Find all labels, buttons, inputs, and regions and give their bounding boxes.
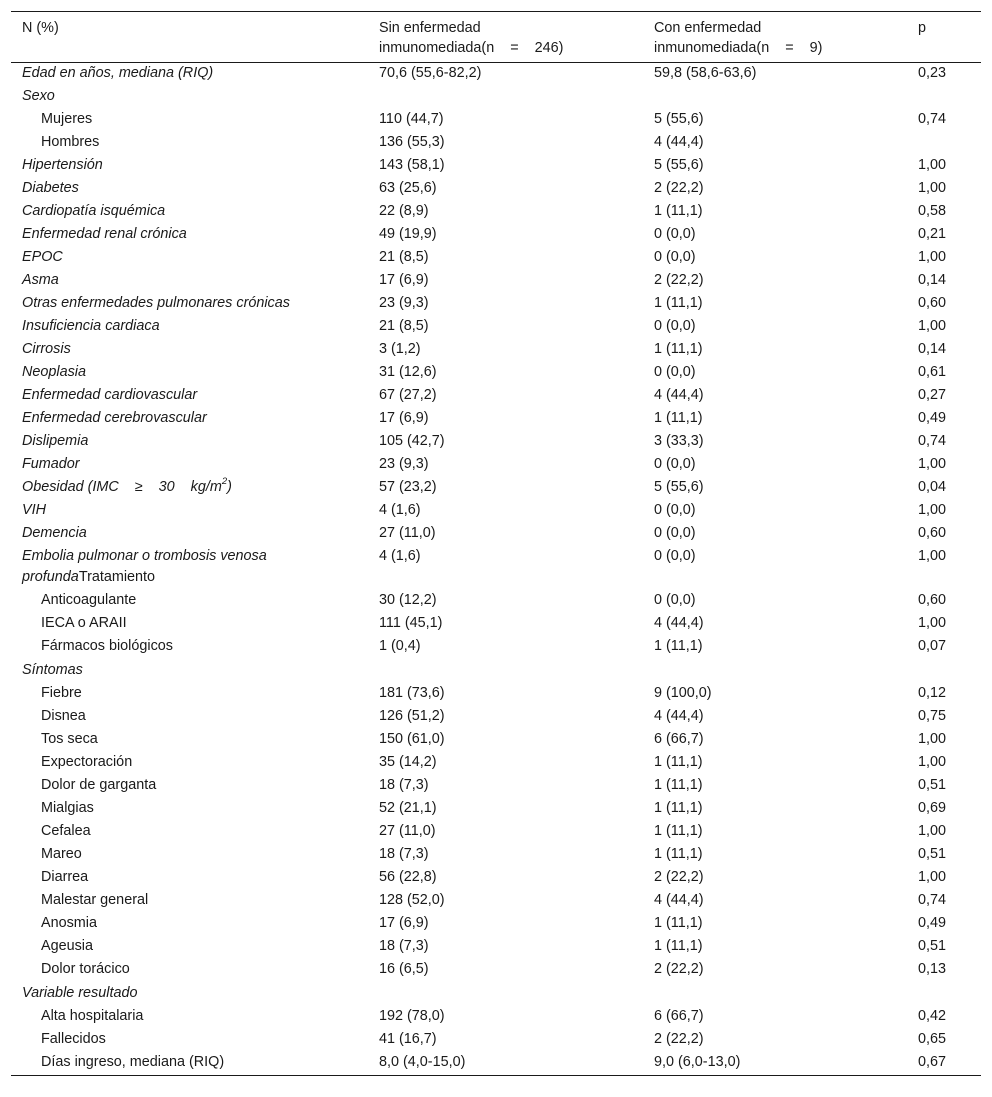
cell-sin: 4 (1,6) <box>379 548 421 564</box>
row-label: Dislipemia <box>22 433 89 449</box>
table-row <box>11 339 981 362</box>
table-row <box>11 1052 981 1076</box>
cell-p: 0,61 <box>918 364 947 380</box>
cell-sin: 41 (16,7) <box>379 1031 437 1047</box>
cell-con: 0 (0,0) <box>654 364 696 380</box>
cell-sin: 110 (44,7) <box>379 111 444 127</box>
row-label: Disnea <box>41 708 86 724</box>
table-row <box>11 270 981 293</box>
row-label: Cardiopatía isquémica <box>22 203 166 219</box>
row-label: Enfermedad renal crónica <box>22 226 187 242</box>
cell-sin: 111 (45,1) <box>379 615 443 631</box>
table-row <box>11 844 981 867</box>
cell-sin: 31 (12,6) <box>379 364 437 380</box>
cell-con: 2 (22,2) <box>654 1031 704 1047</box>
table-row <box>11 636 981 659</box>
cell-con: 0 (0,0) <box>654 226 696 242</box>
table-row <box>11 729 981 752</box>
cell-sin: 63 (25,6) <box>379 180 437 196</box>
table-row <box>11 500 981 523</box>
row-label: Demencia <box>22 525 87 541</box>
cell-sin: 181 (73,6) <box>379 685 445 701</box>
cell-p <box>907 659 981 683</box>
row-label: Anosmia <box>41 915 97 931</box>
cell-con: 4 (44,4) <box>654 708 704 724</box>
header-con-line2: inmunomediada(n = 9) <box>654 40 823 56</box>
table-row <box>11 385 981 408</box>
table-row <box>11 132 981 155</box>
cell-con: 1 (11,1) <box>654 754 703 770</box>
row-label-embolia <box>11 546 368 590</box>
cell-p <box>907 132 981 155</box>
table-row <box>11 1029 981 1052</box>
cell-sin: 22 (8,9) <box>379 203 429 219</box>
cell-con: 1 (11,1) <box>654 915 703 931</box>
cell-con: 59,8 (58,6-63,6) <box>654 65 757 81</box>
cell-con: 0 (0,0) <box>654 592 696 608</box>
cell-sin: 192 (78,0) <box>379 1008 445 1024</box>
table-row <box>11 109 981 132</box>
row-label: Fármacos biológicos <box>41 638 173 654</box>
row-label: Expectoración <box>41 754 133 770</box>
row-label: Cirrosis <box>22 341 71 357</box>
row-label: Alta hospitalaria <box>41 1008 144 1024</box>
cell-con: 6 (66,7) <box>654 1008 704 1024</box>
cell-sin <box>368 982 643 1006</box>
table-row <box>11 959 981 982</box>
row-label: Edad en años, mediana (RIQ) <box>22 65 214 81</box>
cell-sin: 30 (12,2) <box>379 592 437 608</box>
cell-con: 1 (11,1) <box>654 638 703 654</box>
row-label: Mareo <box>41 846 82 862</box>
cell-con: 3 (33,3) <box>654 433 704 449</box>
embolia-label-line2-plain: Tratamiento <box>78 569 156 585</box>
cell-p: 0,07 <box>918 638 947 654</box>
table-row <box>11 523 981 546</box>
cell-p: 0,65 <box>918 1031 947 1047</box>
row-label: Anticoagulante <box>41 592 137 608</box>
header-n-percent <box>11 12 368 63</box>
row-label: Dolor de garganta <box>41 777 157 793</box>
cell-con: 2 (22,2) <box>654 961 704 977</box>
cell-con: 9 (100,0) <box>654 685 712 701</box>
data-table <box>11 11 981 1076</box>
table-row <box>11 706 981 729</box>
cell-sin: 150 (61,0) <box>379 731 445 747</box>
cell-p: 0,21 <box>918 226 947 242</box>
cell-con: 4 (44,4) <box>654 134 704 150</box>
cell-sin: 52 (21,1) <box>379 800 437 816</box>
cell-sin: 35 (14,2) <box>379 754 437 770</box>
cell-p: 0,51 <box>918 777 947 793</box>
table-row <box>11 752 981 775</box>
header-sin-line2: inmunomediada(n = 246) <box>379 40 564 56</box>
row-label: Enfermedad cardiovascular <box>22 387 198 403</box>
table-row <box>11 477 981 500</box>
cell-con: 6 (66,7) <box>654 731 704 747</box>
cell-con: 0 (0,0) <box>654 548 696 564</box>
row-label: VIH <box>22 502 46 518</box>
cell-con: 2 (22,2) <box>654 272 704 288</box>
cell-sin: 3 (1,2) <box>379 341 421 357</box>
table-row-section <box>11 982 981 1006</box>
section-label-variable-resultado: Variable resultado <box>22 985 138 1001</box>
cell-con: 4 (44,4) <box>654 615 704 631</box>
cell-p: 0,12 <box>918 685 947 701</box>
cell-sin: 126 (51,2) <box>379 708 445 724</box>
cell-p: 0,60 <box>918 525 947 541</box>
cell-con: 5 (55,6) <box>654 157 704 173</box>
cell-con: 0 (0,0) <box>654 456 696 472</box>
table-row <box>11 201 981 224</box>
cell-con: 4 (44,4) <box>654 892 704 908</box>
table-row <box>11 247 981 270</box>
table-row <box>11 362 981 385</box>
cell-p: 0,14 <box>918 272 947 288</box>
cell-p: 0,74 <box>918 892 947 908</box>
cell-sin: 18 (7,3) <box>379 938 429 954</box>
cell-sin: 56 (22,8) <box>379 869 437 885</box>
cell-con: 5 (55,6) <box>654 479 704 495</box>
table-row <box>11 454 981 477</box>
header-p-text: p <box>918 20 927 36</box>
cell-p: 1,00 <box>918 754 947 770</box>
cell-p: 0,67 <box>907 1052 981 1076</box>
cell-sin: 143 (58,1) <box>379 157 445 173</box>
cell-con: 0 (0,0) <box>654 318 696 334</box>
embolia-label-line1: Embolia pulmonar o trombosis venosa <box>22 548 267 564</box>
row-label: Neoplasia <box>22 364 86 380</box>
header-con-line1: Con enfermedad <box>654 20 762 36</box>
cell-p: 1,00 <box>918 456 947 472</box>
table-row <box>11 775 981 798</box>
header-sin-line1: Sin enfermedad <box>379 20 481 36</box>
table-row <box>11 867 981 890</box>
table-row <box>11 936 981 959</box>
row-label: Diabetes <box>22 180 79 196</box>
cell-p: 0,04 <box>918 479 947 495</box>
row-label: Sexo <box>22 88 55 104</box>
cell-con: 2 (22,2) <box>654 180 704 196</box>
cell-p: 1,00 <box>918 869 947 885</box>
row-label: Insuficiencia cardiaca <box>22 318 160 334</box>
row-label: Cefalea <box>41 823 91 839</box>
row-label: Otras enfermedades pulmonares crónicas <box>22 295 290 311</box>
header-con-enfermedad <box>643 12 907 63</box>
table-row <box>11 1006 981 1029</box>
row-label: Malestar general <box>41 892 149 908</box>
obesidad-label-main: Obesidad (IMC ≥ 30 kg/m <box>22 479 222 495</box>
cell-sin <box>368 86 643 109</box>
cell-sin: 49 (19,9) <box>379 226 437 242</box>
header-n-percent-text: N (%) <box>22 20 59 36</box>
cell-p: 0,60 <box>918 295 947 311</box>
cell-p: 0,51 <box>918 846 947 862</box>
cell-sin: 4 (1,6) <box>379 502 421 518</box>
header-row <box>11 12 981 63</box>
row-label: Dolor torácico <box>41 961 130 977</box>
cell-sin: 18 (7,3) <box>379 777 429 793</box>
cell-p: 1,00 <box>918 615 947 631</box>
cell-p: 0,23 <box>918 65 947 81</box>
cell-p: 1,00 <box>918 548 947 564</box>
cell-con: 1 (11,1) <box>654 203 703 219</box>
section-label-sintomas: Síntomas <box>22 662 83 678</box>
cell-p: 1,00 <box>918 502 947 518</box>
cell-con <box>643 659 907 683</box>
cell-p <box>907 86 981 109</box>
cell-p: 1,00 <box>918 157 947 173</box>
cell-sin: 128 (52,0) <box>379 892 445 908</box>
cell-p: 0,51 <box>918 938 947 954</box>
cell-sin: 16 (6,5) <box>379 961 429 977</box>
cell-p: 0,74 <box>918 111 947 127</box>
cell-con: 1 (11,1) <box>654 777 703 793</box>
table-row <box>11 431 981 454</box>
cell-p: 0,69 <box>918 800 947 816</box>
row-label: IECA o ARAII <box>41 615 127 631</box>
table-container <box>11 11 981 1076</box>
row-label: Asma <box>22 272 59 288</box>
cell-p: 0,49 <box>918 410 947 426</box>
cell-p: 0,74 <box>918 433 947 449</box>
cell-p: 1,00 <box>918 318 947 334</box>
cell-p: 1,00 <box>918 823 947 839</box>
cell-sin: 1 (0,4) <box>379 638 421 654</box>
header-sin-enfermedad <box>368 12 643 63</box>
cell-p: 0,14 <box>918 341 947 357</box>
row-label-obesidad <box>11 477 368 500</box>
cell-sin: 21 (8,5) <box>379 249 429 265</box>
cell-con: 5 (55,6) <box>654 111 704 127</box>
row-label: Fallecidos <box>41 1031 106 1047</box>
cell-sin: 17 (6,9) <box>379 272 429 288</box>
cell-sin: 8,0 (4,0-15,0) <box>368 1052 643 1076</box>
row-label: Hipertensión <box>22 157 103 173</box>
header-p-value <box>907 12 981 63</box>
table-row <box>11 821 981 844</box>
row-label: Mujeres <box>41 111 93 127</box>
cell-sin: 67 (27,2) <box>379 387 437 403</box>
table-row <box>11 178 981 201</box>
cell-con: 1 (11,1) <box>654 846 703 862</box>
cell-con: 2 (22,2) <box>654 869 704 885</box>
table-row <box>11 293 981 316</box>
cell-con: 4 (44,4) <box>654 387 704 403</box>
table-row <box>11 408 981 431</box>
table-row <box>11 316 981 339</box>
row-label: Diarrea <box>41 869 89 885</box>
cell-con: 9,0 (6,0-13,0) <box>643 1052 907 1076</box>
cell-con: 1 (11,1) <box>654 410 703 426</box>
row-label: Días ingreso, mediana (RIQ) <box>11 1052 368 1076</box>
table-row <box>11 224 981 247</box>
cell-con: 1 (11,1) <box>654 823 703 839</box>
cell-sin: 18 (7,3) <box>379 846 429 862</box>
cell-con: 0 (0,0) <box>654 502 696 518</box>
table-row <box>11 590 981 613</box>
table-row <box>11 913 981 936</box>
table-row <box>11 546 981 590</box>
embolia-label-line2-italic: profunda <box>22 569 79 585</box>
row-label: Fiebre <box>41 685 82 701</box>
cell-p: 0,49 <box>918 915 947 931</box>
cell-sin: 70,6 (55,6-82,2) <box>379 65 482 81</box>
cell-con: 0 (0,0) <box>654 249 696 265</box>
row-label: Tos seca <box>41 731 98 747</box>
cell-con: 1 (11,1) <box>654 295 703 311</box>
cell-p: 0,58 <box>918 203 947 219</box>
cell-p: 1,00 <box>918 731 947 747</box>
table-row <box>11 890 981 913</box>
cell-p: 1,00 <box>918 249 947 265</box>
cell-con: 1 (11,1) <box>654 938 703 954</box>
cell-p: 0,60 <box>918 592 947 608</box>
cell-p: 0,13 <box>918 961 947 977</box>
obesidad-label-end: ) <box>227 479 232 495</box>
row-label: Ageusia <box>41 938 94 954</box>
cell-sin: 23 (9,3) <box>379 295 429 311</box>
cell-p: 0,27 <box>918 387 947 403</box>
cell-p: 1,00 <box>918 180 947 196</box>
cell-con: 1 (11,1) <box>654 341 703 357</box>
row-label: Mialgias <box>41 800 94 816</box>
cell-con: 0 (0,0) <box>654 525 696 541</box>
table-row <box>11 798 981 821</box>
cell-sin: 23 (9,3) <box>379 456 429 472</box>
cell-con <box>643 982 907 1006</box>
cell-sin: 57 (23,2) <box>379 479 437 495</box>
cell-sin: 21 (8,5) <box>379 318 429 334</box>
cell-sin: 17 (6,9) <box>379 915 429 931</box>
row-label: Hombres <box>41 134 100 150</box>
cell-sin: 17 (6,9) <box>379 410 429 426</box>
row-label: Fumador <box>22 456 80 472</box>
table-row-section <box>11 659 981 683</box>
row-label: EPOC <box>22 249 63 265</box>
cell-p <box>907 982 981 1006</box>
cell-sin: 27 (11,0) <box>379 525 436 541</box>
cell-sin <box>368 659 643 683</box>
table-row <box>11 155 981 178</box>
row-label: Enfermedad cerebrovascular <box>22 410 207 426</box>
table-row <box>11 683 981 706</box>
table-row <box>11 613 981 636</box>
cell-sin: 105 (42,7) <box>379 433 445 449</box>
cell-con <box>643 86 907 109</box>
table-row <box>11 63 981 87</box>
cell-sin: 27 (11,0) <box>379 823 436 839</box>
cell-sin: 136 (55,3) <box>379 134 445 150</box>
cell-con: 1 (11,1) <box>654 800 703 816</box>
cell-p: 0,42 <box>918 1008 947 1024</box>
table-row <box>11 86 981 109</box>
cell-p: 0,75 <box>918 708 947 724</box>
obesidad-label-sup: 2 <box>221 476 228 488</box>
